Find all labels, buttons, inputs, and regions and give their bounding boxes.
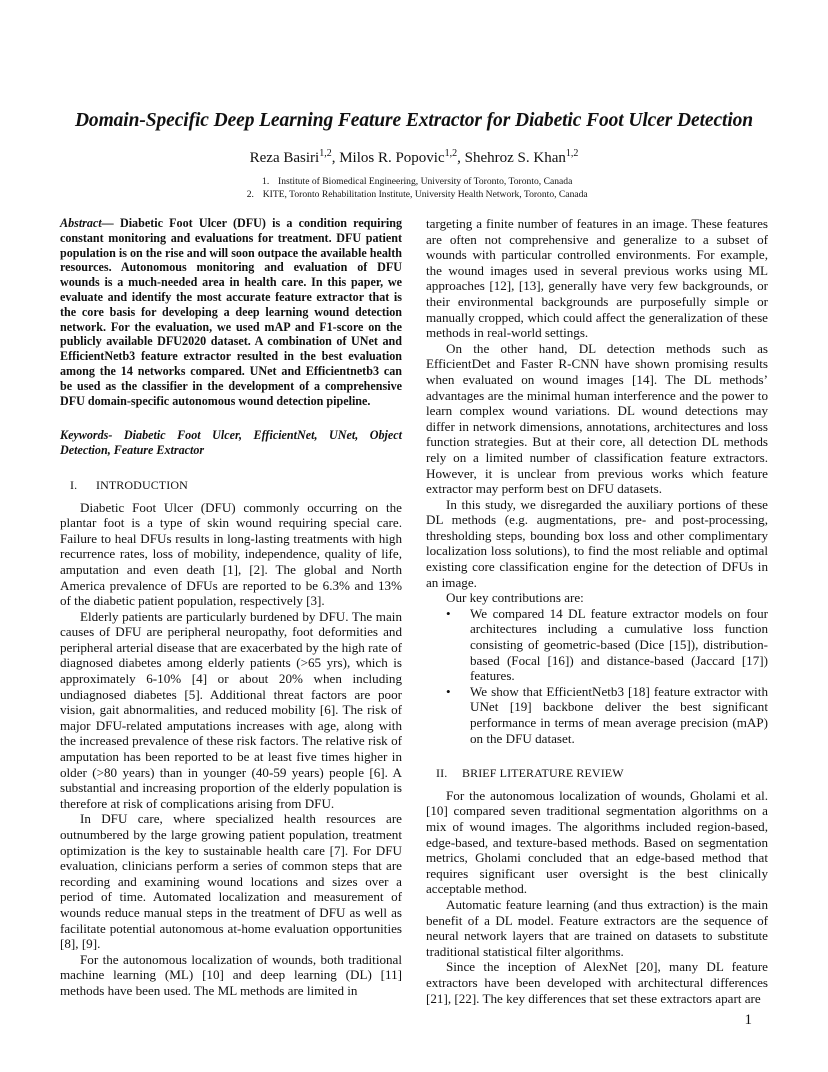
left-column	[60, 216, 402, 999]
section-heading-introduction: I. INTRODUCTION	[70, 477, 188, 492]
list-item: • We show that EfficientNetb3 [18] feature extractor with UNet [19] backbone deliver the best significant performance in terms of mean average precision (mAP) on the DFU dataset.	[446, 683, 768, 746]
list-item: • We compared 14 DL feature extractor models on four architectures including a cumulative loss function consisting of geometric-based (Dice [15]), distribution-based (Focal [16]) and distance-based (Jaccard [17]) features.	[446, 605, 768, 684]
paragraph: On the other hand, DL detection methods such as EfficientDet and Faster R-CNN have shown promising results when evaluated on wound images [14]. The DL methods’ advantages are the minimal human interference and the power to learn complex wound variations. DL wound detections may differ in network dimensions, annotations, architectures and loss function strategies. But at their core, all detection DL methods rely on a limited number of classification feature extractors. However, it is unclear from previous works which feature extractor may perform best on DFU datasets.	[426, 340, 768, 497]
contributions-list	[426, 606, 768, 746]
paragraph: In this study, we disregarded the auxiliary portions of these DL methods (e.g. augmentations, pre- and post-processing, thresholding steps, bounding box loss and other complimentary localization loss solutions), to find the most reliable and optimal existing core classification engine for the detection of DFUs in an image.	[426, 496, 768, 590]
paragraph: In DFU care, where specialized health resources are outnumbered by the large growing patient population, treatment optimization is the key to sustainable health care [7]. For DFU evaluation, clinicians perform a series of common steps that are recording and examining wound locations and sizes over a period of time. Automated localization and measurement of wounds reduce manual steps in the treatment of DFU as well as facilitate potential autonomous at-home evaluation opportunities [8], [9].	[60, 811, 402, 952]
author-list	[0, 150, 828, 167]
contributions-lead: Our key contributions are:	[446, 590, 584, 606]
author: Shehroz S. Khan$^{1,2}$	[464, 148, 579, 166]
paragraph: Elderly patients are particularly burdened by DFU. The main causes of DFU are peripheral neuropathy, foot deformities and peripheral arterial disease that are exacerbated by the high rate of diagnosed diabetes among elderly patients (>65 yrs), which is approximately 6-10% [4] or about 20% when including undiagnosed diabetes [5]. Additional threat factors are poor vision, gait abnormalities, and reduced mobility [6]. The risk of major DFU-related amputations increases with age, along with the increased prevalence of these risk factors. The relative risk of amputation has been reported to be at least five times higher in older (>80 years) than in younger (40-59 years) people [6]. A substantial and increasing proportion of the elderly population is therefore at risk of complications arising from DFU.	[60, 608, 402, 811]
paragraph: Automatic feature learning (and thus extraction) is the main benefit of a DL model. Feature extractors are the sequence of neural network layers that are trained on datasets to substitute traditional statistical filter algorithms.	[426, 896, 768, 959]
paragraph: For the autonomous localization of wounds, both traditional machine learning (ML) [10] and deep learning (DL) [11] methods have been used. The ML methods are limited in	[60, 951, 402, 998]
paragraph: Diabetic Foot Ulcer (DFU) commonly occurring on the plantar foot is a type of skin wound requiring special care. Failure to heal DFUs results in long-lasting treatments with high recurrence rates, loss of mobility, independence, quality of life, amputation and even death [1], [2]. The global and North America prevalence of DFUs are reported to be 6.3% and 13% of the diabetic patient population, respectively [3].	[60, 499, 402, 609]
bullet-icon: •	[446, 605, 451, 621]
section-heading-literature-review: II. BRIEF LITERATURE REVIEW	[436, 766, 624, 781]
affiliation: 2. KITE, Toronto Rehabilitation Institute, University Health Network, Toronto, Canada	[246, 189, 588, 200]
paper-title: Domain-Specific Deep Learning Feature Extractor for Diabetic Foot Ulcer Detection	[74, 110, 754, 132]
paragraph: Since the inception of AlexNet [20], many DL feature extractors have been developed with architectural differences [21], [22]. The key differences that set these extractors apart are	[426, 959, 768, 1006]
right-column	[426, 216, 768, 1006]
abstract: Abstract— Diabetic Foot Ulcer (DFU) is a condition requiring constant monitoring and evaluations for treatment. DFU patient population is on the rise and will soon outpace the available health resources. Autonomous monitoring and evaluation of DFU wounds is a much-needed area in health care. In this paper, we evaluate and identify the most accurate feature extractor that is the core basis for developing a deep learning wound detection network. For the evaluation, we used mAP and F1-score on the publicly available DFU2020 dataset. A combination of UNet and EfficientNetb3 feature extractor resulted in the best evaluation among the 14 networks compared. UNet and Efficientnetb3 can be used as the classifier in the development of a comprehensive DFU domain-specific autonomous wound detection pipeline.	[60, 216, 402, 408]
page-number: 1	[744, 1012, 752, 1028]
paragraph-continuation: targeting a finite number of features in an image. These features are often not comprehensive and generalize to a subset of wounds with particular controlled environments. For example, the wound images used in several previous works using ML approaches [12], [13], generally have very few backgrounds, or their environmental backgrounds are purposefully simple or manually cropped, which could affect the generalization of these methods in real-world settings.	[426, 216, 768, 341]
author: Milos R. Popovic$^{1,2}$,	[339, 148, 465, 166]
author: Reza Basiri$^{1,2}$,	[249, 148, 340, 166]
paragraph: For the autonomous localization of wounds, Gholami et al. [10] compared seven traditional segmentation algorithms on a mix of wound images. The algorithms included region-based, edge-based, and texture-based methods. Based on segmentation metrics, Gholami concluded that an edge-based method that requires significant user oversight is the best clinically acceptable method.	[426, 787, 768, 897]
keywords: Keywords- Diabetic Foot Ulcer, EfficientNet, UNet, Object Detection, Feature Extractor	[60, 428, 402, 458]
affiliation-list	[0, 175, 828, 201]
affiliation: 1. Institute of Biomedical Engineering, University of Toronto, Toronto, Canada	[262, 176, 573, 187]
bullet-icon: •	[446, 683, 451, 699]
